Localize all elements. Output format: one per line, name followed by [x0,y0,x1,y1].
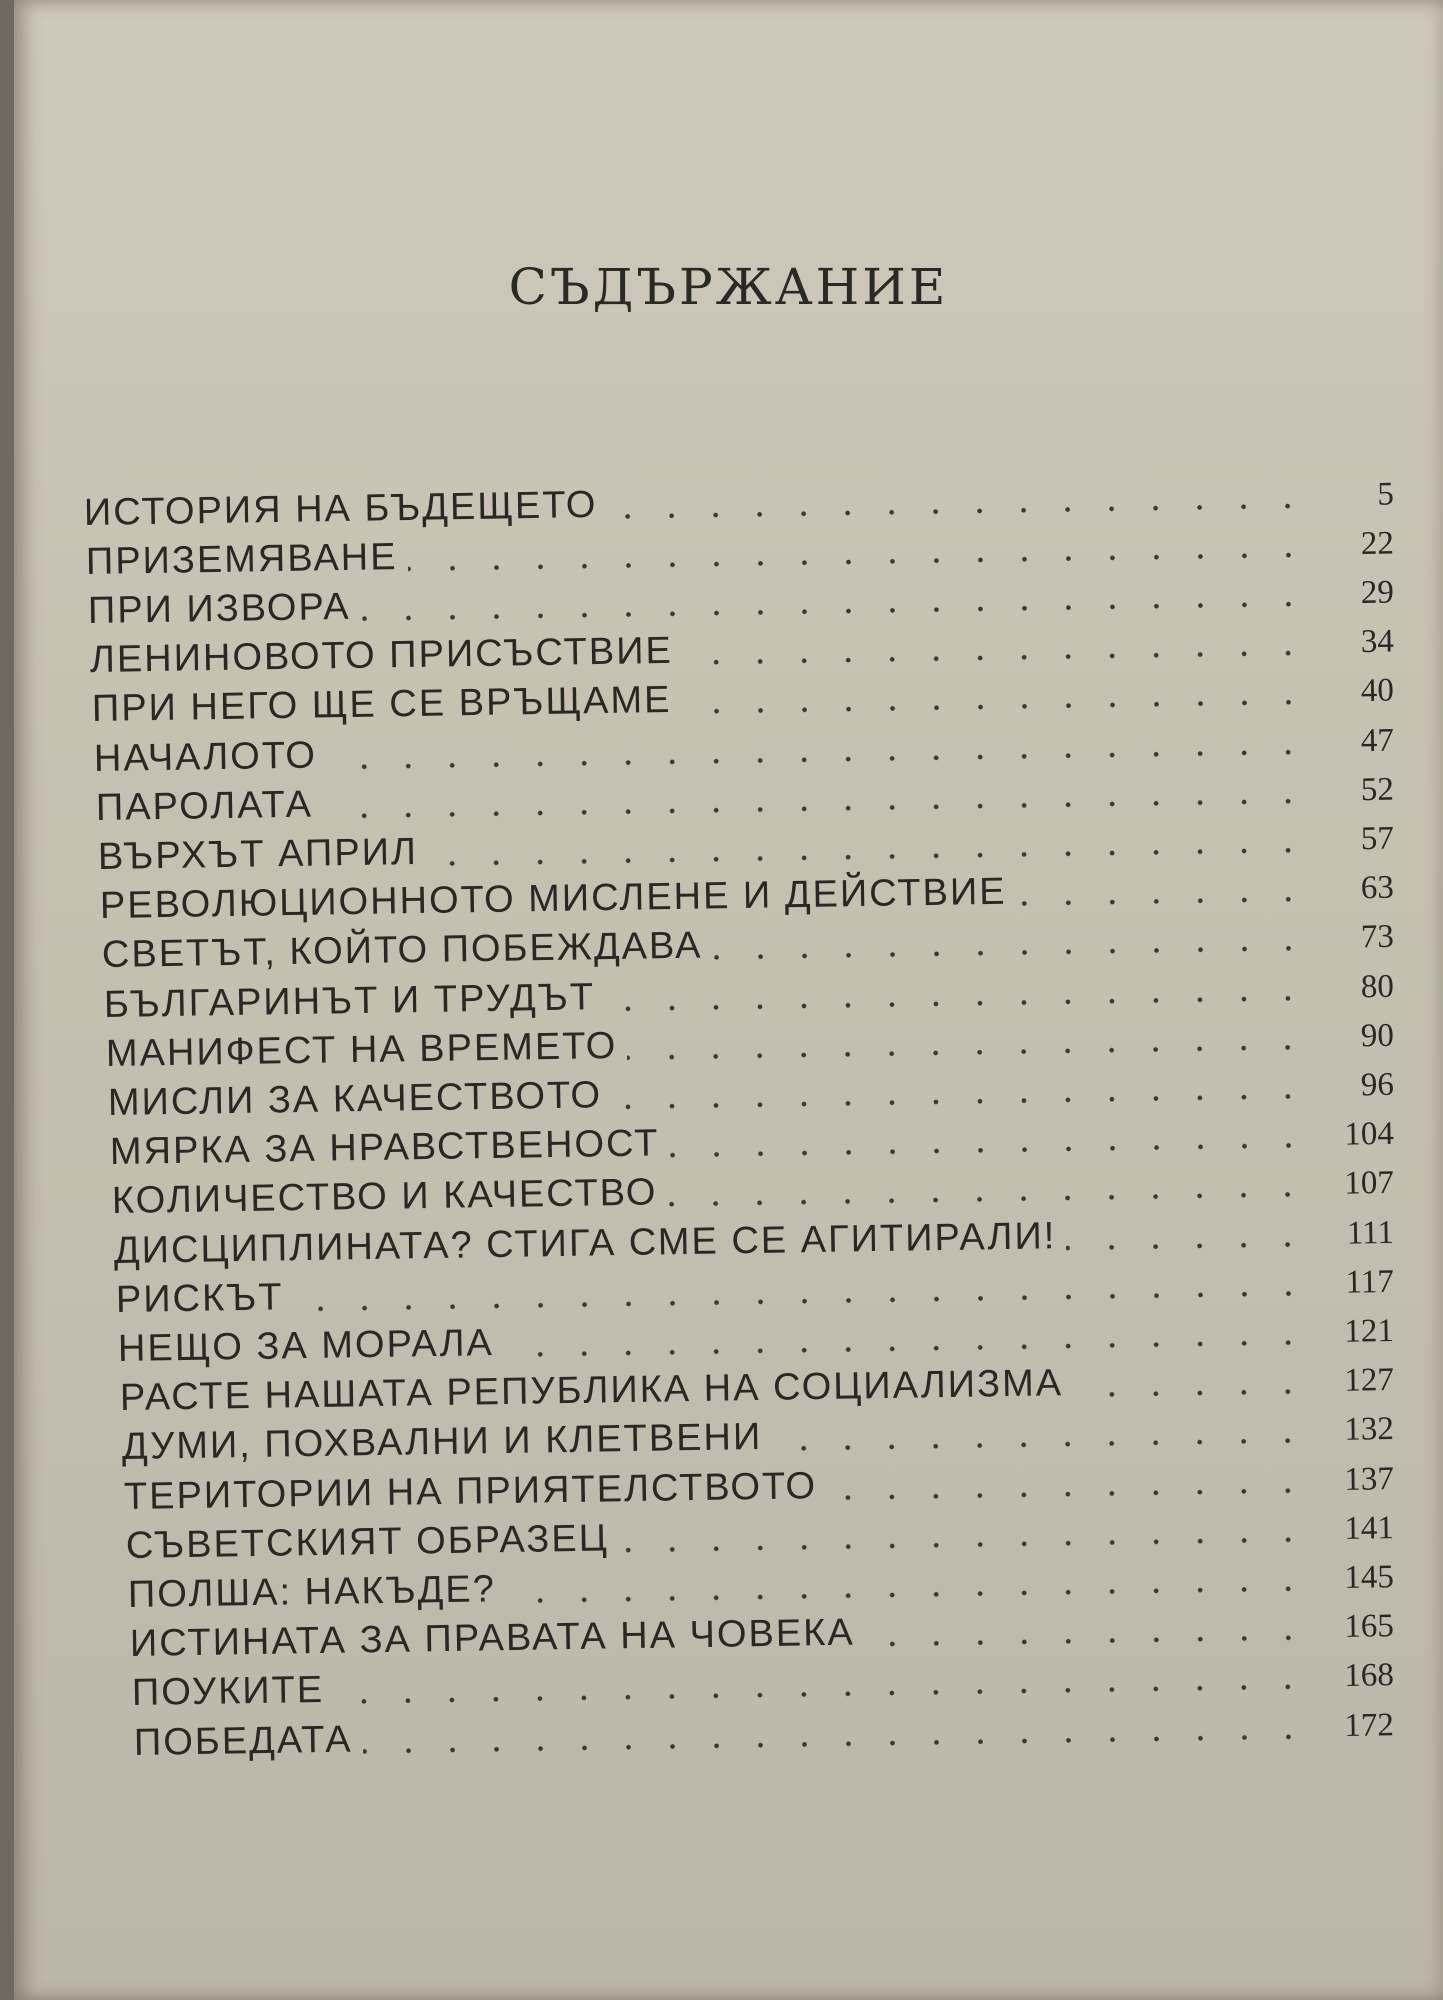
toc-entry-page: 145 [1344,1559,1395,1596]
toc-entry-title: ИСТОРИЯ НА БЪДЕЩЕТО [83,483,598,534]
dot-leader [323,798,1310,820]
toc-entry-title: ПРИ ИЗВОРА [87,585,351,632]
toc-entry-title: МАНИФЕСТ НА ВРЕМЕТО [105,1024,618,1075]
toc-entry-title: ПОУКИТЕ [131,1668,325,1714]
toc-entry-page: 141 [1344,1510,1395,1547]
toc-entry-title: ИСТИНАТА ЗА ПРАВАТА НА ЧОВЕКА [129,1611,855,1665]
toc-entry-page: 34 [1360,623,1395,661]
dot-leader [504,1339,1310,1358]
toc-entry-title: РИСКЪТ [115,1276,284,1321]
toc-entry-page: 127 [1344,1361,1395,1399]
dot-leader [506,1585,1310,1604]
toc-entry-title: ВЪРХЪТ АПРИЛ [97,830,419,878]
toc-entry-title: КОЛИЧЕСТВО И КАЧЕСТВО [111,1171,658,1222]
toc-entry-page: 104 [1344,1115,1395,1153]
toc-entry-title: СЪВЕТСКИЯТ ОБРАЗЕЦ [125,1517,610,1567]
dot-leader [408,552,1310,572]
toc-entry-title: МИСЛИ ЗА КАЧЕСТВОТО [107,1074,603,1124]
dot-leader [670,1142,1311,1158]
toc-entry-title: ТЕРИТОРИИ НА ПРИЯТЕЛСТВОТО [123,1465,818,1518]
toc-entry-title: ПРИ НЕГО ЩЕ СЕ ВРЪЩАМЕ [91,678,672,730]
dot-leader [667,1191,1310,1207]
toc-entry-page: 80 [1360,968,1395,1006]
toc-entry-page: 137 [1344,1461,1395,1498]
toc-entry-title: БЪЛГАРИНЪТ И ТРУДЪТ [103,976,596,1026]
page-title: СЪДЪРЖАНИЕ [508,258,949,316]
dot-leader [682,699,1311,715]
toc-entry-title: НАЧАЛОТО [93,734,318,780]
toc-entry-title: ДИСЦИПЛИНАТА? СТИГА СМЕ СЕ АГИТИРАЛИ! [113,1215,1057,1272]
dot-leader [683,650,1310,666]
dot-leader [612,1093,1310,1110]
dot-leader [605,995,1310,1012]
dot-leader [363,1734,1310,1755]
toc-entry-page: 29 [1360,574,1395,612]
dot-leader [361,601,1310,622]
toc-entry-title: ПОЛША: НАКЪДЕ? [127,1568,497,1616]
dot-leader [1073,1388,1310,1398]
toc-entry-page: 168 [1344,1657,1395,1694]
toc-entry-title: ЛЕНИНОВОТО ПРИСЪСТВИЕ [89,629,674,681]
toc-entry-title: РЕВОЛЮЦИОННОТО МИСЛЕНЕ И ДЕЙСТВИЕ [99,870,1007,927]
toc-entry-page: 96 [1360,1066,1395,1104]
table-of-contents [14,0,1443,2000]
dot-leader [428,847,1310,867]
toc-entry-title: РАСТЕ НАШАТА РЕПУБЛИКА НА СОЦИАЛИЗМА [119,1362,1064,1419]
toc-entry-page: 111 [1346,1214,1395,1252]
toc-entry-page: 107 [1344,1164,1395,1202]
toc-entry-page: 63 [1360,869,1395,907]
toc-entry-page: 40 [1360,672,1395,710]
dot-leader [865,1634,1310,1647]
dot-leader [327,749,1310,770]
toc-entry-title: СВЕТЪТ, КОЙТО ПОБЕЖДАВА [101,924,703,976]
toc-entry-page: 22 [1360,525,1395,562]
toc-entry-title: ПРИЗЕМЯВАНЕ [85,536,398,583]
toc-entry-page: 52 [1360,771,1395,809]
toc-entry-title: НЕЩО ЗА МОРАЛА [117,1322,495,1370]
dot-leader [772,1437,1310,1451]
toc-entry-page: 73 [1360,918,1395,956]
toc-entry-title: МЯРКА ЗА НРАВСТВЕНОСТ [109,1122,660,1173]
dot-leader [334,1683,1310,1704]
toc-entry-title: ДУМИ, ПОХВАЛНИ И КЛЕТВЕНИ [121,1415,763,1468]
toc-entry-page: 132 [1344,1411,1395,1448]
dot-leader [713,945,1311,960]
dot-leader [607,503,1310,520]
dot-leader [1066,1241,1310,1251]
toc-entry-page: 172 [1344,1707,1395,1744]
toc-entry-page: 117 [1345,1263,1395,1301]
toc-entry-page: 165 [1344,1608,1395,1645]
toc-entry-title: ПОБЕДАТА [133,1718,353,1764]
dot-leader [294,1290,1310,1312]
dot-leader [1017,896,1310,907]
toc-entry-page: 5 [1377,476,1395,513]
toc-entry-title: ПАРОЛАТА [95,783,314,829]
toc-entry-page: 57 [1360,820,1395,858]
dot-leader [827,1487,1310,1501]
toc-entry-page: 47 [1360,722,1395,760]
toc-entry-page: 90 [1360,1017,1395,1055]
dot-leader [619,1536,1310,1553]
dot-leader [627,1044,1310,1061]
toc-entry-page: 121 [1344,1312,1395,1350]
book-page [14,0,1443,2000]
